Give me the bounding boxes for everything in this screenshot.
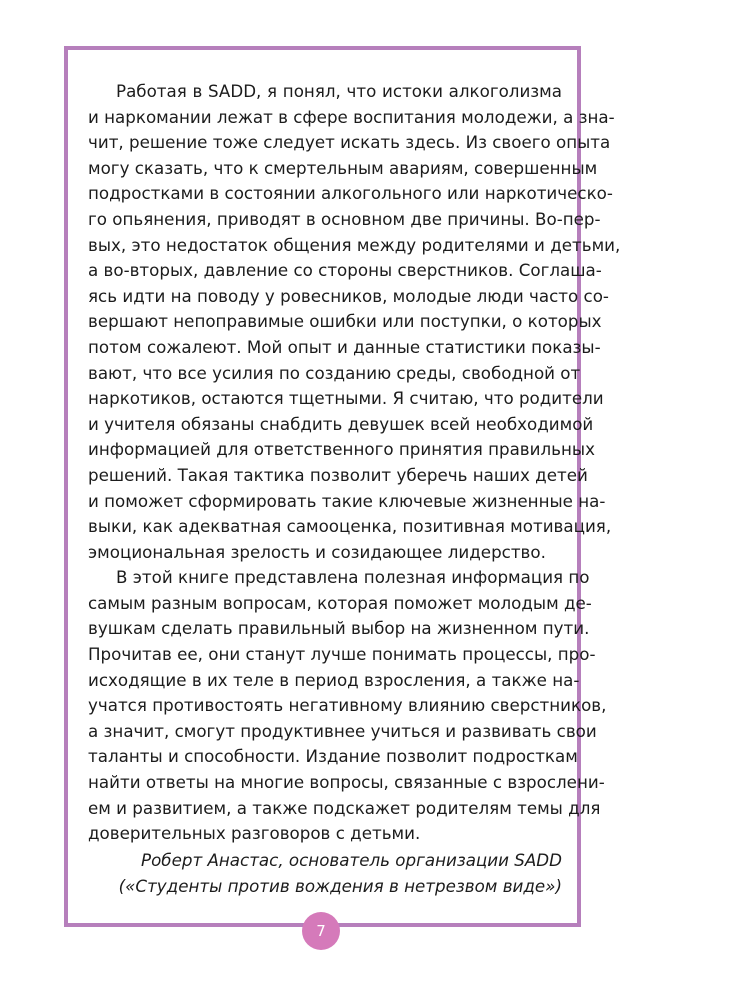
text-line: наркотиков, остаются тщетными. Я считаю, что родители <box>88 388 604 409</box>
paragraph-2 <box>88 565 607 847</box>
text-line: найти ответы на многие вопросы, связанные с взрослени- <box>88 772 605 793</box>
text-line: выки, как адекватная самооценка, позитивная мотивация, <box>88 516 612 537</box>
page-number-badge: 7 <box>302 912 340 950</box>
text-line: В этой книге представлена полезная информация по <box>116 567 590 588</box>
text-line: исходящие в их теле в период взросления, а также на- <box>88 669 580 690</box>
signature-line-2: («Студенты против вождения в нетрезвом виде») <box>118 875 562 896</box>
text-line: а во-вторых, давление со стороны сверстников. Соглаша- <box>88 260 602 281</box>
text-line: а значит, смогут продуктивнее учиться и развивать свои <box>88 720 597 741</box>
text-line: и наркомании лежат в сфере воспитания молодежи, а зна- <box>88 106 615 127</box>
text-line: вершают непоправимые ошибки или поступки, о которых <box>88 311 602 332</box>
text-line: решений. Такая тактика позволит уберечь наших детей <box>88 464 588 485</box>
text-line: чит, решение тоже следует искать здесь. Из своего опыта <box>88 132 611 153</box>
text-line: вушкам сделать правильный выбор на жизненном пути. <box>88 618 590 639</box>
text-line: вых, это недостаток общения между родителями и детьми, <box>88 234 621 255</box>
text-line: учатся противостоять негативному влиянию сверстников, <box>88 695 607 716</box>
text-line: ем и развитием, а также подскажет родителям темы для <box>88 797 601 818</box>
text-line: ясь идти на поводу у ровесников, молодые люди часто со- <box>88 285 609 306</box>
text-line: эмоциональная зрелость и созидающее лидерство. <box>88 541 546 562</box>
text-line: Работая в SADD, я понял, что истоки алкоголизма <box>116 81 562 101</box>
page-content <box>88 79 621 899</box>
text-line: и учителя обязаны снабдить девушек всей необходимой <box>88 413 594 434</box>
text-line: и поможет сформировать такие ключевые жизненные на- <box>88 490 606 511</box>
text-line: потом сожалеют. Мой опыт и данные статистики показы- <box>88 336 601 357</box>
text-line: подростками в состоянии алкогольного или наркотическо- <box>88 183 613 204</box>
text-line: могу сказать, что к смертельным авариям, совершенным <box>88 157 598 178</box>
text-line: доверительных разговоров с детьми. <box>88 823 421 844</box>
text-line: Прочитав ее, они станут лучше понимать процессы, про- <box>88 644 596 665</box>
signature-line-1: Роберт Анастас, основатель организации SADD <box>141 849 562 870</box>
text-line: информацией для ответственного принятия правильных <box>88 439 595 460</box>
text-line: го опьянения, приводят в основном две причины. Во-пер- <box>88 208 601 229</box>
paragraph-1 <box>88 79 621 565</box>
text-line: самым разным вопросам, которая поможет молодым де- <box>88 592 592 613</box>
text-line: вают, что все усилия по созданию среды, свободной от <box>88 362 581 383</box>
signature <box>88 847 562 899</box>
text-line: таланты и способности. Издание позволит подросткам <box>88 746 578 767</box>
